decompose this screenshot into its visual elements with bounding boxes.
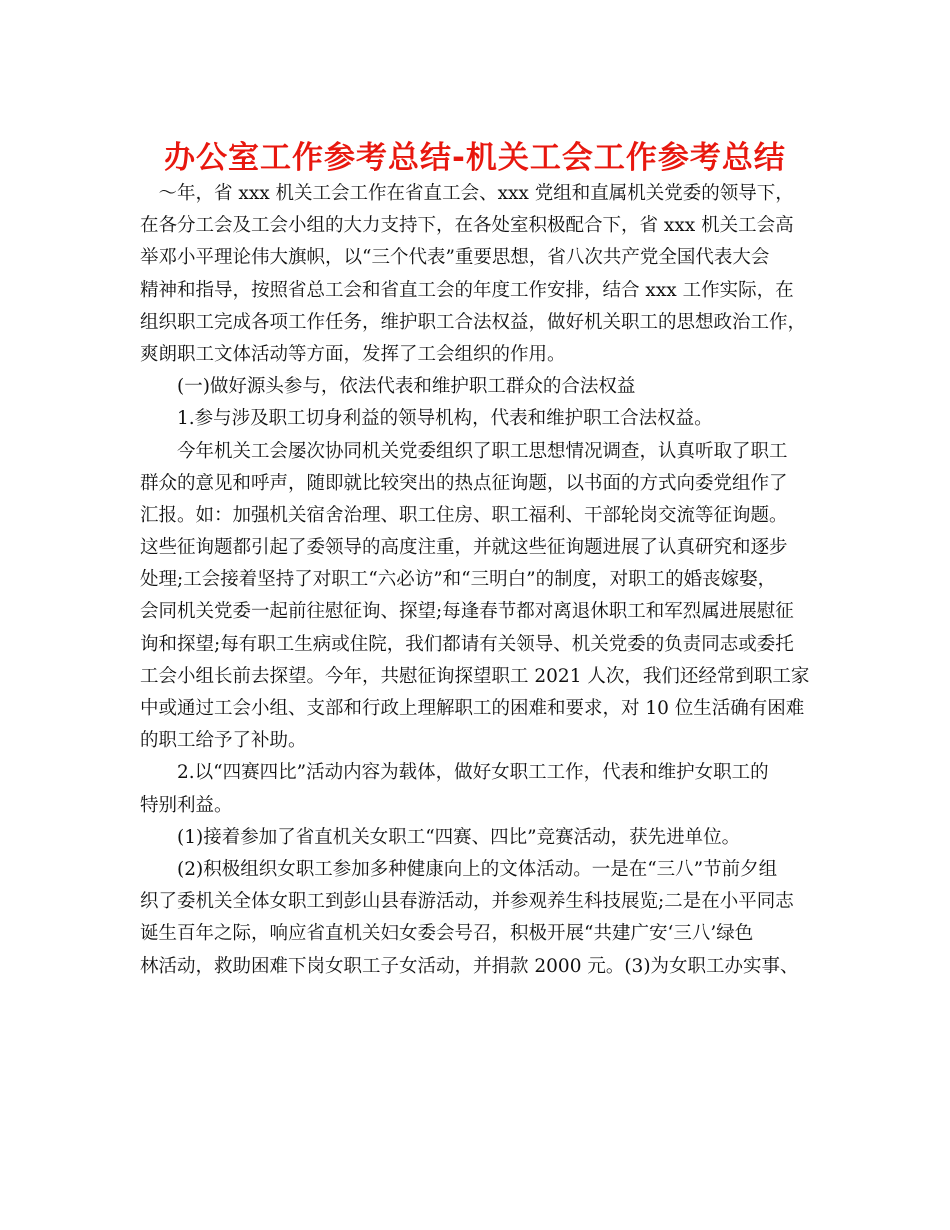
paragraph-line: 汇报。如：加强机关宿舍治理、职工住房、职工福利、干部轮岗交流等征询题。 [140,504,788,526]
paragraph-line: 会同机关党委一起前往慰征询、探望;每逢春节都对离退休职工和军烈属进展慰征 [140,601,794,623]
document-title: 办公室工作参考总结-机关工会工作参考总结 [164,140,786,176]
paragraph-line: 爽朗职工文体活动等方面，发挥了工会组织的作用。 [140,343,566,365]
paragraph-line: 诞生百年之际，响应省直机关妇女委会号召，积极开展“共建广安‘三八’绿色 [140,923,754,945]
paragraph-line: 在各分工会及工会小组的大力支持下，在各处室积极配合下，省 xxx 机关工会高 [140,215,794,237]
paragraph-line: 中或通过工会小组、支部和行政上理解职工的困难和要求，对 10 位生活确有困难 [140,698,805,719]
paragraph-line: 组织职工完成各项工作任务，维护职工合法权益，做好机关职工的思想政治工作， [140,311,807,333]
sub-item: (2)积极组织女职工参加多种健康向上的文体活动。一是在“三八”节前夕组 [140,858,778,880]
sub-item: (1)接着参加了省直机关女职工“四赛、四比”竞赛活动，获先进单位。 [140,826,741,848]
paragraph-line: 今年机关工会屡次协同机关党委组织了职工思想情况调查，认真听取了职工 [140,440,788,462]
paragraph-line: 的职工给予了补助。 [140,730,307,752]
section-heading: (一)做好源头参与，依法代表和维护职工群众的合法权益 [140,376,636,398]
item-heading: 2.以“四赛四比”活动内容为载体，做好女职工工作，代表和维护女职工的 [140,762,769,784]
item-heading: 特别利益。 [140,794,233,816]
paragraph-line: 询和探望;每有职工生病或住院，我们都请有关领导、机关党委的负责同志或委托 [140,633,794,655]
document-body [140,178,810,983]
paragraph-line: ～年，省 xxx 机关工会工作在省直工会、xxx 党组和直属机关党委的领导下， [140,183,794,204]
paragraph-line: 处理;工会接着坚持了对职工“六必访”和“三明白”的制度，对职工的婚丧嫁娶， [140,569,777,591]
paragraph-line: 精神和指导，按照省总工会和省直工会的年度工作安排，结合 xxx 工作实际，在 [140,279,794,301]
paragraph-line: 工会小组长前去探望。今年，共慰征询探望职工 2021 人次，我们还经常到职工家 [140,665,810,687]
paragraph-line: 群众的意见和呼声，随即就比较突出的热点征询题，以书面的方式向委党组作了 [140,472,788,494]
item-heading: 1.参与涉及职工切身利益的领导机构，代表和维护职工合法权益。 [140,408,713,430]
paragraph-line: 织了委机关全体女职工到彭山县春游活动，并参观养生科技展览;二是在小平同志 [140,891,794,913]
paragraph-line: 林活动，救助困难下岗女职工子女活动，并捐款 2000 元。(3)为女职工办实事、 [140,955,799,977]
paragraph-line: 这些征询题都引起了委领导的高度注重，并就这些征询题进展了认真研究和逐步 [140,537,788,559]
paragraph-line: 举邓小平理论伟大旗帜，以“三个代表”重要思想，省八次共产党全国代表大会 [140,247,770,269]
